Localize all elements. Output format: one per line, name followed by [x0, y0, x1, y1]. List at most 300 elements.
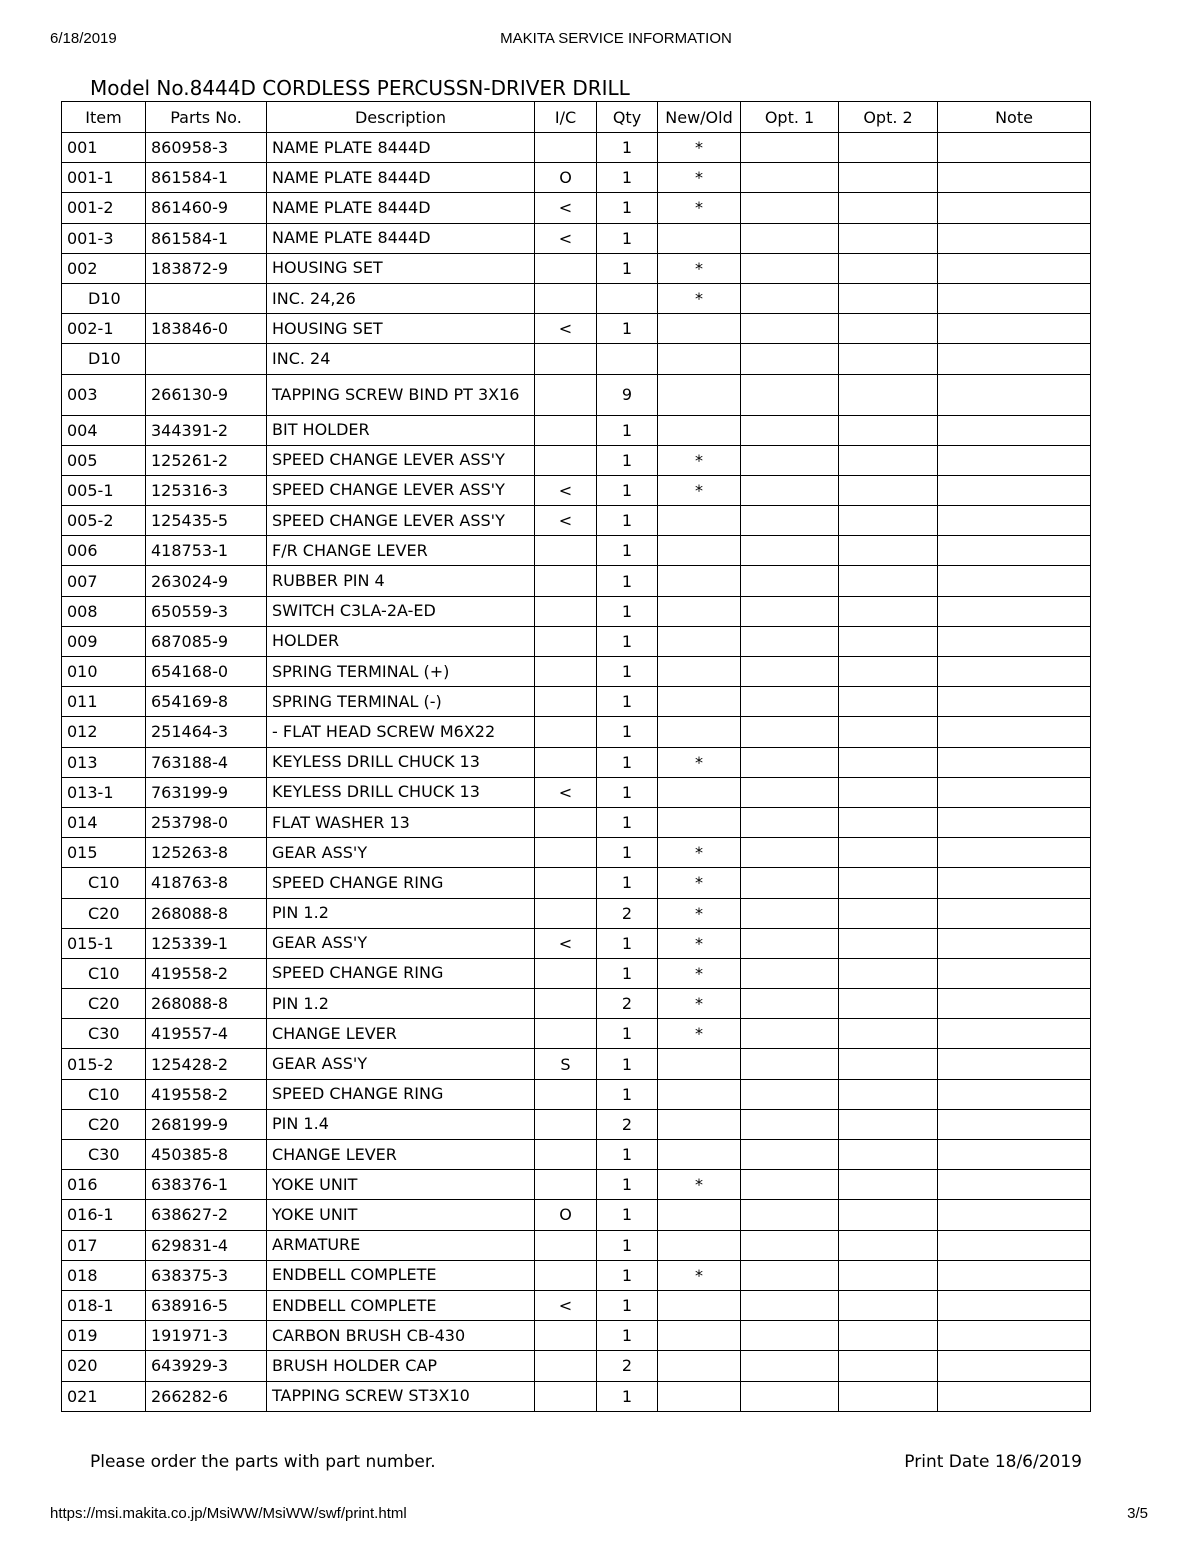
cell-ic	[535, 445, 597, 475]
cell-ic: <	[535, 193, 597, 223]
cell-note	[938, 1230, 1091, 1260]
cell-opt1	[741, 1109, 839, 1139]
table-row	[62, 1200, 1091, 1230]
table-row	[62, 868, 1091, 898]
cell-new-old: *	[658, 898, 741, 928]
cell-opt1	[741, 566, 839, 596]
table-row	[62, 807, 1091, 837]
cell-ic	[535, 989, 597, 1019]
cell-note	[938, 1079, 1091, 1109]
cell-parts-no: 268199-9	[146, 1109, 267, 1139]
cell-note	[938, 989, 1091, 1019]
cell-opt2	[839, 958, 938, 988]
cell-ic	[535, 717, 597, 747]
cell-opt2	[839, 807, 938, 837]
cell-note	[938, 475, 1091, 505]
header-title: MAKITA SERVICE INFORMATION	[500, 30, 732, 47]
cell-qty: 1	[597, 958, 658, 988]
cell-item: 013	[62, 747, 146, 777]
cell-note	[938, 253, 1091, 283]
cell-description: SWITCH C3LA-2A-ED	[267, 596, 535, 626]
cell-opt1	[741, 717, 839, 747]
cell-qty: 1	[597, 506, 658, 536]
cell-opt2	[839, 1351, 938, 1381]
cell-item: 011	[62, 687, 146, 717]
cell-item: C10	[62, 958, 146, 988]
cell-qty: 1	[597, 1200, 658, 1230]
cell-item: 018	[62, 1260, 146, 1290]
cell-parts-no: 860958-3	[146, 133, 267, 163]
cell-new-old	[658, 1290, 741, 1320]
cell-new-old	[658, 223, 741, 253]
cell-ic: <	[535, 777, 597, 807]
cell-description: GEAR ASS'Y	[267, 1049, 535, 1079]
cell-item: 014	[62, 807, 146, 837]
cell-opt1	[741, 253, 839, 283]
cell-ic: <	[535, 928, 597, 958]
cell-qty: 1	[597, 223, 658, 253]
cell-item: C10	[62, 868, 146, 898]
cell-item: 002-1	[62, 314, 146, 344]
cell-qty: 1	[597, 253, 658, 283]
cell-new-old	[658, 536, 741, 566]
cell-opt2	[839, 374, 938, 415]
cell-new-old	[658, 1200, 741, 1230]
table-row	[62, 1140, 1091, 1170]
cell-parts-no: 638627-2	[146, 1200, 267, 1230]
footer-page-number: 3/5	[1127, 1505, 1148, 1522]
cell-new-old	[658, 1049, 741, 1079]
cell-description: NAME PLATE 8444D	[267, 223, 535, 253]
cell-item: 010	[62, 657, 146, 687]
cell-parts-no: 418753-1	[146, 536, 267, 566]
cell-opt2	[839, 536, 938, 566]
cell-opt1	[741, 314, 839, 344]
cell-opt2	[839, 928, 938, 958]
cell-qty: 1	[597, 838, 658, 868]
cell-ic	[535, 596, 597, 626]
cell-description: NAME PLATE 8444D	[267, 133, 535, 163]
cell-note	[938, 1321, 1091, 1351]
cell-opt2	[839, 223, 938, 253]
cell-item: 003	[62, 374, 146, 415]
cell-item: C20	[62, 898, 146, 928]
cell-opt2	[839, 717, 938, 747]
cell-opt1	[741, 344, 839, 374]
cell-parts-no: 268088-8	[146, 898, 267, 928]
cell-ic	[535, 747, 597, 777]
column-header-qty: Qty	[597, 102, 658, 133]
cell-description: SPEED CHANGE LEVER ASS'Y	[267, 445, 535, 475]
table-row	[62, 687, 1091, 717]
cell-qty	[597, 344, 658, 374]
cell-ic: <	[535, 223, 597, 253]
cell-qty: 1	[597, 777, 658, 807]
table-row	[62, 1230, 1091, 1260]
cell-item: D10	[62, 344, 146, 374]
cell-parts-no: 251464-3	[146, 717, 267, 747]
cell-new-old	[658, 777, 741, 807]
cell-ic	[535, 807, 597, 837]
column-header-note: Note	[938, 102, 1091, 133]
table-row	[62, 536, 1091, 566]
cell-ic	[535, 1260, 597, 1290]
table-row	[62, 133, 1091, 163]
cell-opt1	[741, 687, 839, 717]
cell-ic: O	[535, 163, 597, 193]
cell-item: 005-1	[62, 475, 146, 505]
cell-note	[938, 506, 1091, 536]
cell-qty: 1	[597, 1079, 658, 1109]
cell-opt1	[741, 1200, 839, 1230]
cell-qty: 9	[597, 374, 658, 415]
table-row	[62, 344, 1091, 374]
table-row	[62, 717, 1091, 747]
cell-opt2	[839, 1260, 938, 1290]
cell-new-old	[658, 415, 741, 445]
cell-description: SPEED CHANGE RING	[267, 958, 535, 988]
cell-opt1	[741, 445, 839, 475]
parts-table	[61, 101, 1091, 1412]
cell-opt1	[741, 1321, 839, 1351]
cell-parts-no: 191971-3	[146, 1321, 267, 1351]
table-row	[62, 1019, 1091, 1049]
cell-parts-no: 419557-4	[146, 1019, 267, 1049]
cell-qty: 2	[597, 1109, 658, 1139]
cell-note	[938, 838, 1091, 868]
cell-parts-no: 418763-8	[146, 868, 267, 898]
cell-note	[938, 415, 1091, 445]
cell-parts-no: 638916-5	[146, 1290, 267, 1320]
cell-note	[938, 445, 1091, 475]
cell-note	[938, 1109, 1091, 1139]
table-row	[62, 506, 1091, 536]
cell-item: 016	[62, 1170, 146, 1200]
cell-opt1	[741, 868, 839, 898]
cell-opt2	[839, 898, 938, 928]
cell-note	[938, 777, 1091, 807]
cell-qty: 1	[597, 1049, 658, 1079]
cell-item: 020	[62, 1351, 146, 1381]
cell-opt2	[839, 687, 938, 717]
cell-item: 017	[62, 1230, 146, 1260]
cell-parts-no: 654169-8	[146, 687, 267, 717]
cell-item: 001	[62, 133, 146, 163]
cell-opt2	[839, 253, 938, 283]
cell-parts-no: 861584-1	[146, 163, 267, 193]
cell-opt2	[839, 1049, 938, 1079]
cell-qty: 1	[597, 1381, 658, 1411]
cell-new-old: *	[658, 928, 741, 958]
cell-description: NAME PLATE 8444D	[267, 193, 535, 223]
cell-qty: 1	[597, 566, 658, 596]
cell-item: C30	[62, 1019, 146, 1049]
cell-new-old: *	[658, 283, 741, 313]
cell-qty: 1	[597, 657, 658, 687]
cell-parts-no: 654168-0	[146, 657, 267, 687]
cell-item: C10	[62, 1079, 146, 1109]
column-header-opt1: Opt. 1	[741, 102, 839, 133]
footer-url: https://msi.makita.co.jp/MsiWW/MsiWW/swf/print.html	[50, 1505, 407, 1522]
cell-new-old	[658, 1381, 741, 1411]
cell-description: INC. 24,26	[267, 283, 535, 313]
cell-parts-no: 125263-8	[146, 838, 267, 868]
cell-item: C20	[62, 989, 146, 1019]
cell-ic	[535, 283, 597, 313]
table-row	[62, 838, 1091, 868]
cell-description: F/R CHANGE LEVER	[267, 536, 535, 566]
table-row	[62, 415, 1091, 445]
cell-note	[938, 657, 1091, 687]
cell-item: 021	[62, 1381, 146, 1411]
cell-description: RUBBER PIN 4	[267, 566, 535, 596]
cell-ic	[535, 898, 597, 928]
cell-ic	[535, 1381, 597, 1411]
cell-description: ENDBELL COMPLETE	[267, 1260, 535, 1290]
table-row	[62, 626, 1091, 656]
cell-opt2	[839, 989, 938, 1019]
cell-description: PIN 1.4	[267, 1109, 535, 1139]
cell-opt1	[741, 133, 839, 163]
table-row	[62, 958, 1091, 988]
cell-ic	[535, 1230, 597, 1260]
cell-opt1	[741, 1351, 839, 1381]
cell-new-old	[658, 1321, 741, 1351]
table-row	[62, 1321, 1091, 1351]
cell-description: HOLDER	[267, 626, 535, 656]
cell-new-old	[658, 717, 741, 747]
column-header-description: Description	[267, 102, 535, 133]
cell-description: GEAR ASS'Y	[267, 928, 535, 958]
cell-description: CHANGE LEVER	[267, 1140, 535, 1170]
cell-qty: 1	[597, 475, 658, 505]
cell-qty: 2	[597, 1351, 658, 1381]
cell-opt2	[839, 506, 938, 536]
cell-opt1	[741, 163, 839, 193]
cell-description: KEYLESS DRILL CHUCK 13	[267, 747, 535, 777]
cell-opt2	[839, 566, 938, 596]
cell-item: 007	[62, 566, 146, 596]
cell-qty: 1	[597, 1260, 658, 1290]
cell-description: GEAR ASS'Y	[267, 838, 535, 868]
cell-opt1	[741, 777, 839, 807]
cell-parts-no	[146, 344, 267, 374]
cell-opt2	[839, 415, 938, 445]
table-row	[62, 253, 1091, 283]
cell-opt1	[741, 989, 839, 1019]
cell-note	[938, 626, 1091, 656]
cell-description: SPRING TERMINAL (-)	[267, 687, 535, 717]
cell-description: TAPPING SCREW ST3X10	[267, 1381, 535, 1411]
cell-new-old: *	[658, 838, 741, 868]
cell-parts-no	[146, 283, 267, 313]
cell-parts-no: 268088-8	[146, 989, 267, 1019]
cell-note	[938, 223, 1091, 253]
cell-new-old: *	[658, 475, 741, 505]
cell-parts-no: 638376-1	[146, 1170, 267, 1200]
cell-note	[938, 314, 1091, 344]
cell-parts-no: 253798-0	[146, 807, 267, 837]
cell-parts-no: 344391-2	[146, 415, 267, 445]
table-row	[62, 1290, 1091, 1320]
cell-item: 005-2	[62, 506, 146, 536]
cell-opt2	[839, 747, 938, 777]
cell-parts-no: 125261-2	[146, 445, 267, 475]
table-row	[62, 747, 1091, 777]
cell-ic	[535, 1109, 597, 1139]
cell-opt1	[741, 747, 839, 777]
cell-new-old: *	[658, 193, 741, 223]
cell-item: 001-1	[62, 163, 146, 193]
cell-item: 015-2	[62, 1049, 146, 1079]
cell-ic	[535, 958, 597, 988]
cell-item: 004	[62, 415, 146, 445]
cell-ic	[535, 1170, 597, 1200]
table-row	[62, 566, 1091, 596]
cell-note	[938, 193, 1091, 223]
cell-qty: 1	[597, 717, 658, 747]
column-header-opt2: Opt. 2	[839, 102, 938, 133]
column-header-parts-no: Parts No.	[146, 102, 267, 133]
cell-new-old	[658, 596, 741, 626]
cell-ic	[535, 566, 597, 596]
cell-parts-no: 183872-9	[146, 253, 267, 283]
cell-opt1	[741, 1049, 839, 1079]
cell-opt2	[839, 657, 938, 687]
cell-opt2	[839, 838, 938, 868]
cell-opt2	[839, 133, 938, 163]
cell-description: NAME PLATE 8444D	[267, 163, 535, 193]
cell-item: 019	[62, 1321, 146, 1351]
cell-opt1	[741, 1230, 839, 1260]
cell-opt2	[839, 283, 938, 313]
cell-note	[938, 344, 1091, 374]
cell-description: PIN 1.2	[267, 989, 535, 1019]
cell-ic	[535, 253, 597, 283]
cell-new-old: *	[658, 747, 741, 777]
table-row	[62, 163, 1091, 193]
cell-new-old	[658, 566, 741, 596]
table-row	[62, 657, 1091, 687]
column-header-ic: I/C	[535, 102, 597, 133]
cell-parts-no: 861584-1	[146, 223, 267, 253]
table-row	[62, 1260, 1091, 1290]
table-row	[62, 283, 1091, 313]
cell-parts-no: 687085-9	[146, 626, 267, 656]
cell-qty: 1	[597, 626, 658, 656]
cell-ic	[535, 868, 597, 898]
cell-ic	[535, 536, 597, 566]
cell-item: D10	[62, 283, 146, 313]
cell-qty: 1	[597, 445, 658, 475]
cell-description: YOKE UNIT	[267, 1200, 535, 1230]
cell-opt2	[839, 777, 938, 807]
cell-opt1	[741, 1381, 839, 1411]
cell-opt2	[839, 1170, 938, 1200]
cell-description: PIN 1.2	[267, 898, 535, 928]
cell-opt1	[741, 898, 839, 928]
cell-opt2	[839, 163, 938, 193]
table-row	[62, 374, 1091, 415]
cell-item: 015	[62, 838, 146, 868]
cell-qty: 1	[597, 314, 658, 344]
table-row	[62, 777, 1091, 807]
cell-new-old	[658, 1230, 741, 1260]
cell-new-old: *	[658, 958, 741, 988]
cell-item: 002	[62, 253, 146, 283]
cell-ic: <	[535, 314, 597, 344]
cell-new-old	[658, 344, 741, 374]
cell-opt1	[741, 1260, 839, 1290]
cell-qty: 1	[597, 1019, 658, 1049]
cell-opt1	[741, 1170, 839, 1200]
cell-note	[938, 163, 1091, 193]
cell-parts-no: 266282-6	[146, 1381, 267, 1411]
cell-description: SPEED CHANGE LEVER ASS'Y	[267, 506, 535, 536]
cell-new-old: *	[658, 989, 741, 1019]
cell-new-old	[658, 626, 741, 656]
cell-qty: 2	[597, 898, 658, 928]
table-row	[62, 1381, 1091, 1411]
cell-qty: 1	[597, 415, 658, 445]
cell-opt1	[741, 928, 839, 958]
cell-parts-no: 263024-9	[146, 566, 267, 596]
cell-parts-no: 650559-3	[146, 596, 267, 626]
cell-item: 018-1	[62, 1290, 146, 1320]
cell-opt2	[839, 1200, 938, 1230]
cell-parts-no: 183846-0	[146, 314, 267, 344]
cell-qty: 1	[597, 536, 658, 566]
cell-item: C20	[62, 1109, 146, 1139]
cell-parts-no: 638375-3	[146, 1260, 267, 1290]
cell-note	[938, 898, 1091, 928]
cell-parts-no: 266130-9	[146, 374, 267, 415]
cell-description: CARBON BRUSH CB-430	[267, 1321, 535, 1351]
cell-new-old	[658, 1351, 741, 1381]
cell-note	[938, 868, 1091, 898]
table-row	[62, 596, 1091, 626]
table-row	[62, 1170, 1091, 1200]
cell-ic	[535, 1140, 597, 1170]
cell-description: CHANGE LEVER	[267, 1019, 535, 1049]
cell-opt1	[741, 193, 839, 223]
cell-new-old	[658, 1079, 741, 1109]
cell-item: 008	[62, 596, 146, 626]
cell-description: SPEED CHANGE RING	[267, 868, 535, 898]
cell-note	[938, 958, 1091, 988]
cell-parts-no: 125435-5	[146, 506, 267, 536]
cell-ic: S	[535, 1049, 597, 1079]
cell-note	[938, 536, 1091, 566]
cell-opt1	[741, 657, 839, 687]
cell-ic	[535, 1019, 597, 1049]
cell-description: - FLAT HEAD SCREW M6X22	[267, 717, 535, 747]
cell-item: 012	[62, 717, 146, 747]
cell-qty: 1	[597, 1140, 658, 1170]
cell-note	[938, 374, 1091, 415]
cell-parts-no: 419558-2	[146, 958, 267, 988]
cell-description: BIT HOLDER	[267, 415, 535, 445]
cell-ic	[535, 133, 597, 163]
cell-note	[938, 807, 1091, 837]
cell-parts-no: 861460-9	[146, 193, 267, 223]
table-row	[62, 193, 1091, 223]
cell-opt2	[839, 868, 938, 898]
cell-opt2	[839, 445, 938, 475]
cell-parts-no: 629831-4	[146, 1230, 267, 1260]
cell-ic	[535, 1079, 597, 1109]
cell-opt2	[839, 193, 938, 223]
